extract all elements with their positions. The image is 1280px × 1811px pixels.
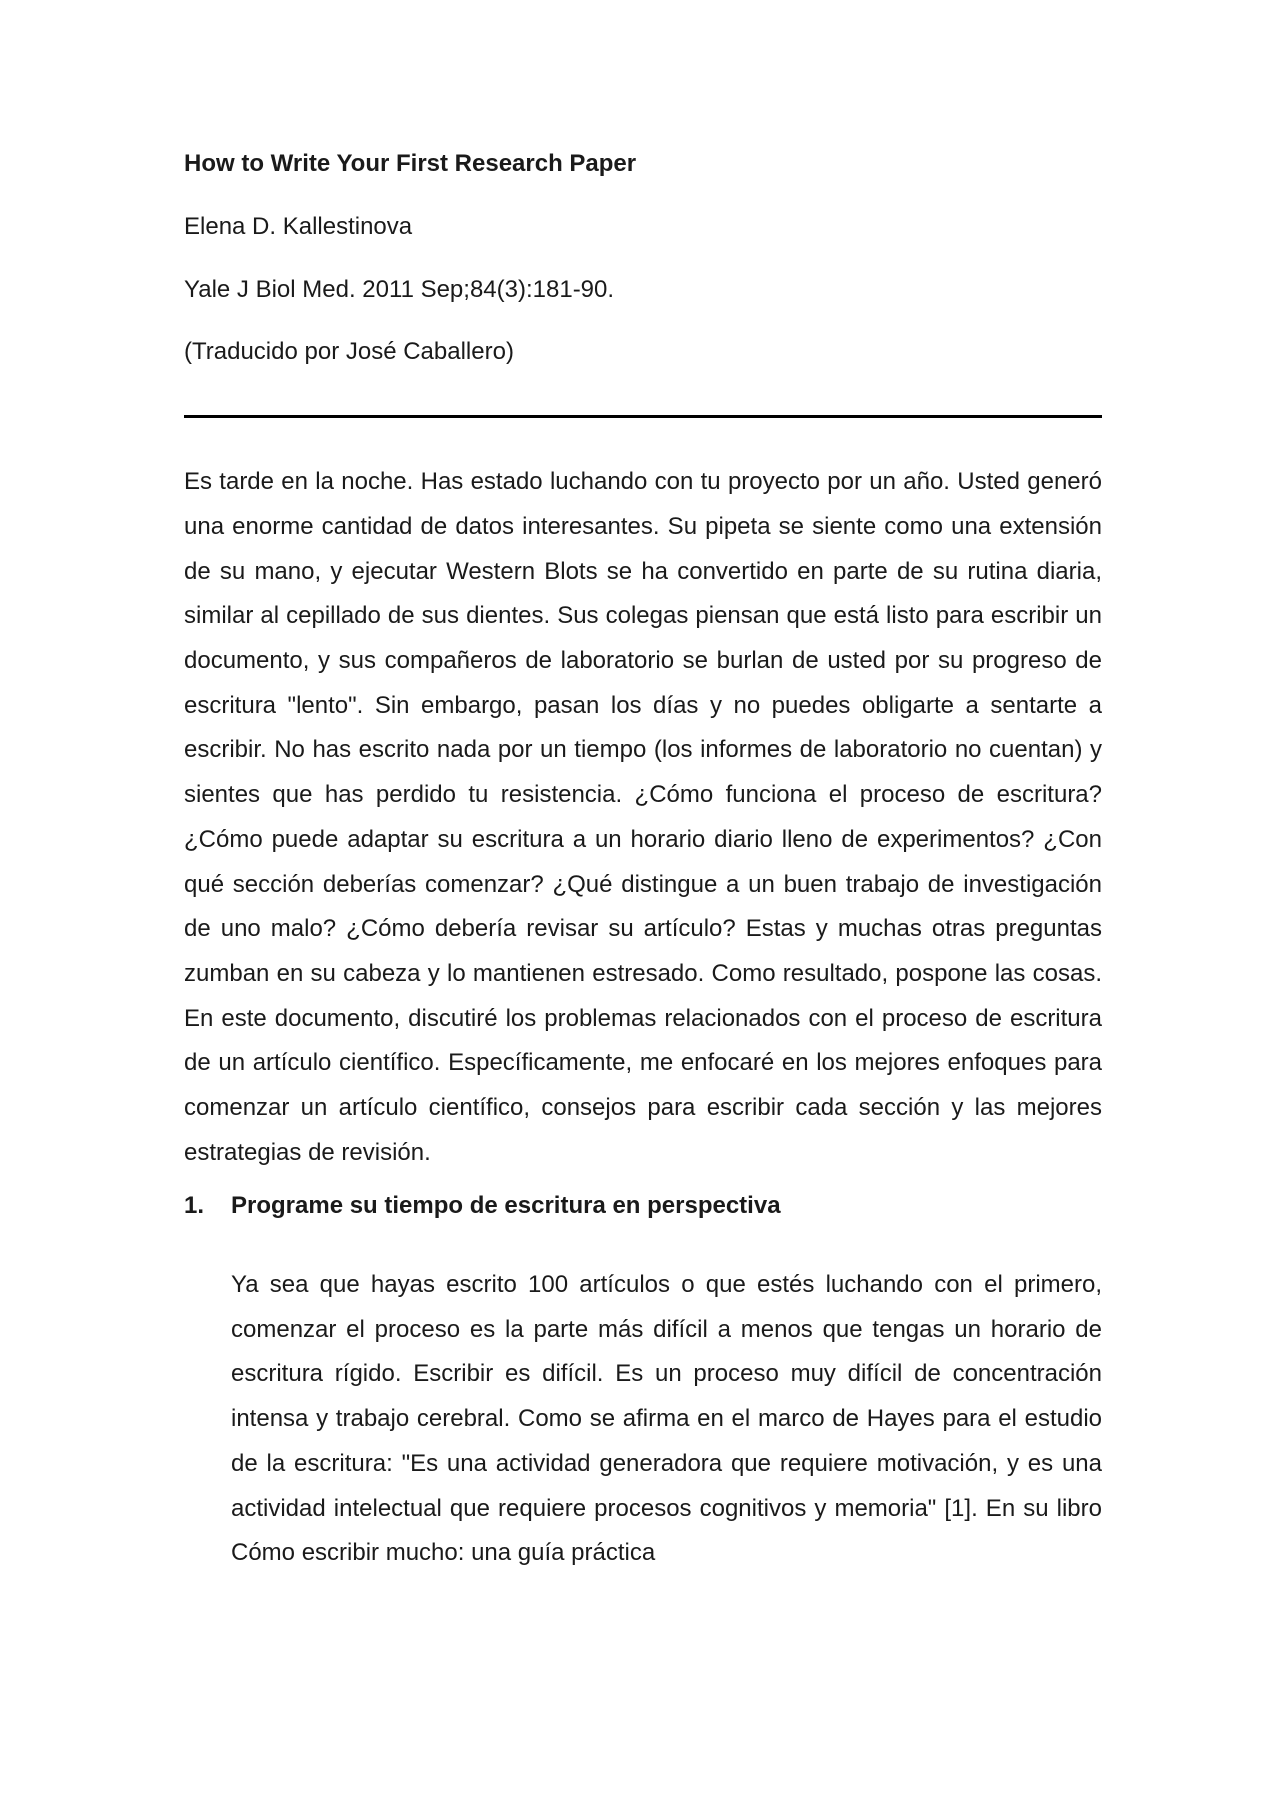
header-divider <box>184 415 1102 418</box>
citation: Yale J Biol Med. 2011 Sep;84(3):181-90. <box>184 275 615 303</box>
section-1-heading <box>184 1189 1102 1223</box>
section-title: Programe su tiempo de escritura en perspectiva <box>231 1192 781 1220</box>
author-name: Elena D. Kallestinova <box>184 212 413 240</box>
translator-credit: (Traducido por José Caballero) <box>184 338 514 366</box>
section-number: 1. <box>184 1192 205 1220</box>
document-content <box>184 150 1102 1576</box>
intro-paragraph: Es tarde en la noche. Has estado luchando con tu proyecto por un año. Usted generó una enorme cantidad de datos interesantes. Su pipeta se siente como una extensión de su mano, y ejecutar Western Blots se ha convertido en parte de su rutina diaria, similar al cepillado de sus dientes. Sus colegas piensan que está listo para escribir un documento, y sus compañeros de laboratorio se burlan de usted por su progreso de escritura "lento". Sin embargo, pasan los días y no puedes obligarte a sentarte a escribir. No has escrito nada por un tiempo (los informes de laboratorio no cuentan) y sientes que has perdido tu resistencia. ¿Cómo funciona el proceso de escritura? ¿Cómo puede adaptar su escritura a un horario diario lleno de experimentos? ¿Con qué sección deberías comenzar? ¿Qué distingue a un buen trabajo de investigación de uno malo? ¿Cómo debería revisar su artículo? Estas y muchas otras preguntas zumban en su cabeza y lo mantienen estresado. Como resultado, pospone las cosas. En este documento, discutiré los problemas relacionados con el proceso de escritura de un artículo científico. Específicamente, me enfocaré en los mejores enfoques para comenzar un artículo científico, consejos para escribir cada sección y las mejores estrategias de revisión. <box>184 468 1102 1166</box>
paper-title: How to Write Your First Research Paper <box>184 150 637 177</box>
section-1-paragraph: Ya sea que hayas escrito 100 artículos o que estés luchando con el primero, comenzar el proceso es la parte más difícil a menos que tengas un horario de escritura rígido. Escribir es difícil. Es un proceso muy difícil de concentración intensa y trabajo cerebral. Como se afirma en el marco de Hayes para el estudio de la escritura: "Es una actividad generadora que requiere motivación, y es una actividad intelectual que requiere procesos cognitivos y memoria" [1]. En su libro Cómo escribir mucho: una guía práctica <box>231 1271 1102 1567</box>
